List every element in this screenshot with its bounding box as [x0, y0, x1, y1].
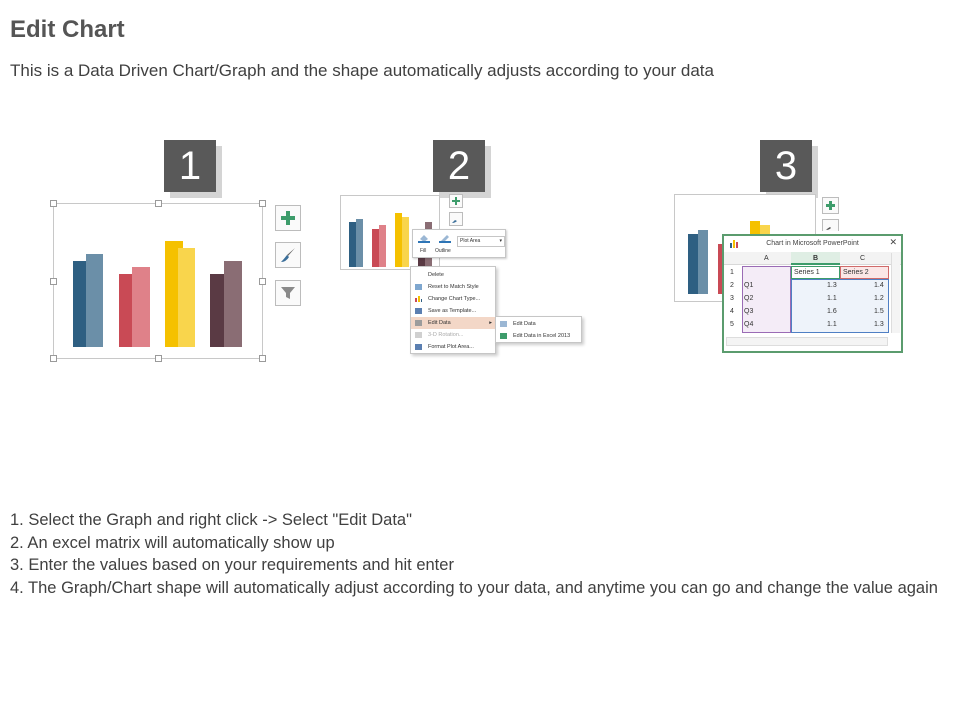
cell-a5[interactable]: Q4 [744, 321, 754, 328]
outline-icon[interactable] [439, 233, 451, 243]
menu-item-3d-rotation: 3-D Rotation... [411, 329, 495, 341]
edit-data-submenu [495, 316, 582, 343]
vertical-scrollbar[interactable] [891, 253, 900, 333]
page-subtitle: This is a Data Driven Chart/Graph and the shape automatically adjusts according to your data [10, 61, 714, 80]
menu-item-format-plot-area[interactable]: Format Plot Area... [411, 341, 495, 353]
cell-c2[interactable]: 1.4 [874, 282, 884, 289]
column-header-b[interactable]: B [813, 255, 819, 262]
horizontal-scrollbar[interactable] [726, 337, 888, 346]
outline-label[interactable]: Outline [435, 248, 451, 254]
close-icon[interactable]: ✕ [889, 237, 897, 247]
chart-styles-button[interactable] [449, 212, 463, 226]
chart-bar [356, 219, 363, 267]
submenu-item-edit-data[interactable]: Edit Data [496, 318, 581, 330]
plus-icon [280, 210, 296, 226]
step-badge-3: 3 [760, 140, 812, 192]
chart-bar [224, 261, 242, 347]
chart-elements-button[interactable] [275, 205, 301, 231]
format-icon [415, 344, 422, 350]
plus-icon [451, 196, 461, 206]
column-header-c[interactable]: C [860, 255, 866, 262]
chart-filters-button[interactable] [275, 280, 301, 306]
chart-bar [178, 248, 195, 347]
chart-bar [379, 225, 386, 267]
row-number: 5 [730, 321, 734, 328]
mini-toolbar [412, 229, 506, 258]
step-badge-1: 1 [164, 140, 216, 192]
instruction-step-2: 2. An excel matrix will automatically show up [10, 533, 335, 552]
chart-bar [349, 222, 356, 267]
bar-chart-3-peek [750, 221, 774, 235]
chart-type-icon [415, 296, 422, 302]
table-icon [500, 321, 507, 327]
instruction-step-3: 3. Enter the values based on your requirements and hit enter [10, 556, 454, 574]
resize-handle[interactable] [155, 355, 162, 362]
resize-handle[interactable] [50, 278, 57, 285]
cell-b5[interactable]: 1.1 [827, 321, 837, 328]
chart-styles-button[interactable] [275, 242, 301, 268]
resize-handle[interactable] [259, 278, 266, 285]
instructions [10, 509, 950, 599]
chevron-right-icon: ▸ [489, 320, 492, 326]
menu-item-edit-data[interactable]: Edit Data ▸ [411, 317, 495, 329]
resize-handle[interactable] [50, 200, 57, 207]
cell-c3[interactable]: 1.2 [874, 295, 884, 302]
chart-bar [688, 234, 698, 294]
chart-element-dropdown[interactable] [457, 236, 505, 247]
cell-a3[interactable]: Q2 [744, 295, 754, 302]
menu-item-delete[interactable]: Delete [428, 272, 444, 278]
chevron-down-icon: ▾ [499, 238, 502, 244]
save-icon [415, 308, 422, 314]
instruction-step-4: 4. The Graph/Chart shape will automatically adjust according to your data, and anytime you can go and change the value again [10, 578, 938, 597]
cell-b4[interactable]: 1.6 [827, 308, 837, 315]
cell-c1[interactable]: Series 2 [843, 269, 869, 276]
dropdown-value: Plot Area [460, 238, 481, 244]
chart-bar [86, 254, 103, 347]
chart-bar [698, 230, 708, 294]
chart-bar [372, 229, 379, 267]
chart-bar [132, 267, 150, 347]
excel-data-window [722, 234, 903, 353]
chart-bar [750, 221, 760, 235]
cell-c5[interactable]: 1.3 [874, 321, 884, 328]
row-number: 1 [730, 269, 734, 276]
row-number: 4 [730, 308, 734, 315]
cell-c4[interactable]: 1.5 [874, 308, 884, 315]
reset-icon [415, 284, 422, 290]
cell-b2[interactable]: 1.3 [827, 282, 837, 289]
resize-handle[interactable] [259, 200, 266, 207]
brush-icon [279, 246, 297, 264]
row-number: 2 [730, 282, 734, 289]
cell-b3[interactable]: 1.1 [827, 295, 837, 302]
filter-icon [279, 284, 297, 302]
chart-elements-button[interactable] [449, 194, 463, 208]
chart-styles-button[interactable] [822, 219, 839, 231]
page-title: Edit Chart [10, 16, 125, 43]
fill-icon[interactable] [418, 233, 430, 243]
plus-icon [825, 200, 836, 211]
excel-window-title: Chart in Microsoft PowerPoint [766, 240, 859, 247]
chart-bar [395, 213, 402, 267]
edit-data-icon [415, 320, 422, 326]
step-badge-2: 2 [433, 140, 485, 192]
submenu-item-edit-data-excel[interactable]: Edit Data in Excel 2013 [496, 330, 581, 342]
instruction-step-1: 1. Select the Graph and right click -> Select "Edit Data" [10, 511, 412, 529]
resize-handle[interactable] [259, 355, 266, 362]
brush-icon [451, 214, 461, 224]
cell-a2[interactable]: Q1 [744, 282, 754, 289]
menu-item-reset[interactable]: Reset to Match Style [411, 281, 495, 293]
context-menu [410, 266, 496, 354]
chart-bar [402, 217, 409, 267]
column-header-a[interactable]: A [764, 255, 769, 262]
bar-chart-1[interactable] [60, 230, 250, 350]
menu-item-save-template[interactable]: Save as Template... [411, 305, 495, 317]
cell-b1[interactable]: Series 1 [794, 269, 820, 276]
menu-item-change-chart-type[interactable]: Change Chart Type... [411, 293, 495, 305]
cell-a4[interactable]: Q3 [744, 308, 754, 315]
resize-handle[interactable] [50, 355, 57, 362]
resize-handle[interactable] [155, 200, 162, 207]
brush-icon [825, 221, 836, 231]
chart-elements-button[interactable] [822, 197, 839, 214]
fill-label[interactable]: Fill [420, 248, 427, 254]
row-number: 3 [730, 295, 734, 302]
excel-icon [500, 333, 507, 339]
rotation-icon [415, 332, 422, 338]
